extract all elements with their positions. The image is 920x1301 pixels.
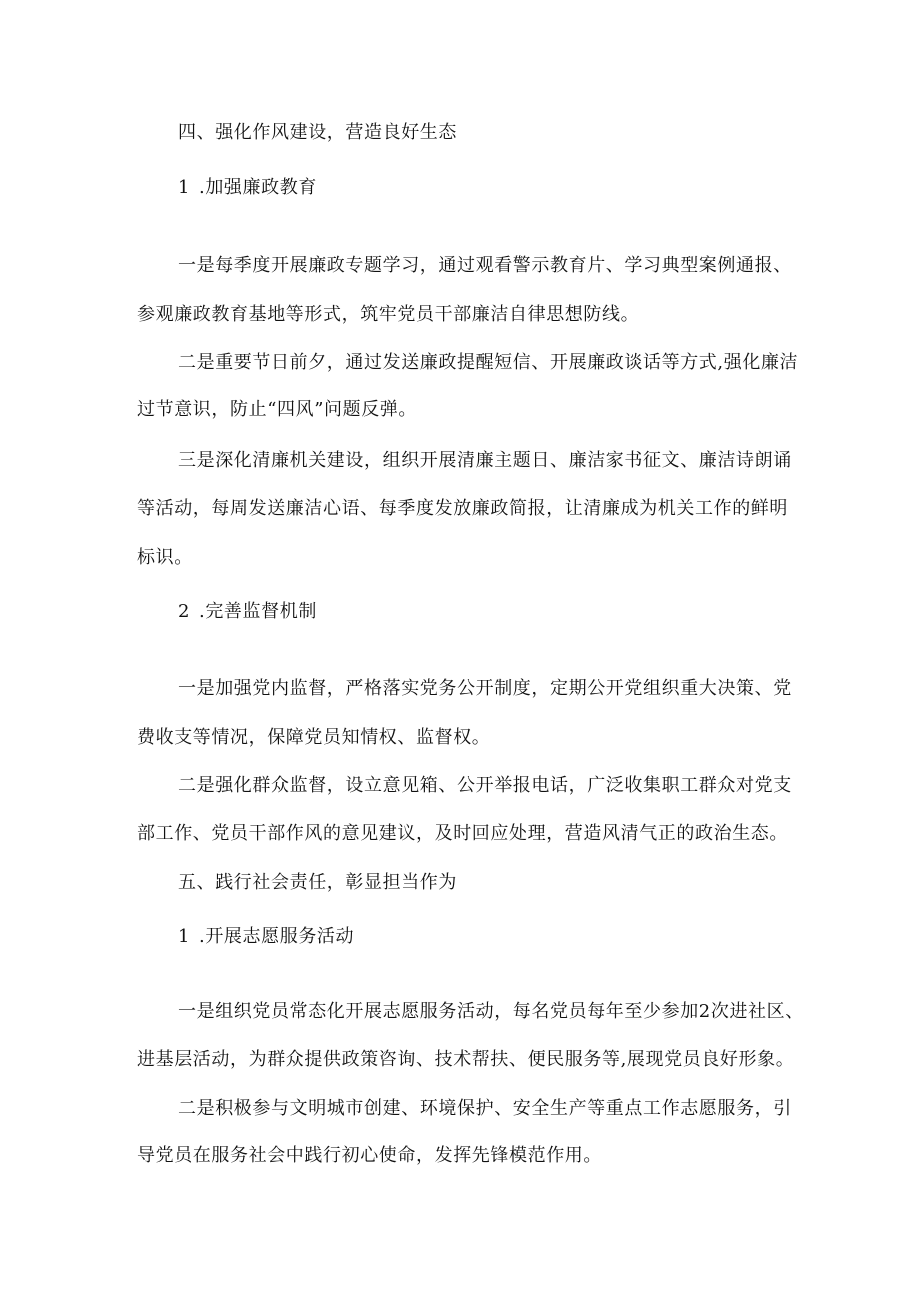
paragraph-line: 二是重要节日前夕，通过发送廉政提醒短信、开展廉政谈话等方式,强化廉洁 xyxy=(178,352,799,373)
paragraph-line: 一是加强党内监督，严格落实党务公开制度，定期公开党组织重大决策、党 xyxy=(178,678,792,699)
paragraph-line: 二是强化群众监督，设立意见箱、公开举报电话，广泛收集职工群众对党支 xyxy=(178,775,792,796)
paragraph-line: 费收支等情况，保障党员知情权、监督权。 xyxy=(137,727,491,748)
paragraph-line: 一是组织党员常态化开展志愿服务活动，每名党员每年至少参加2次进社区、 xyxy=(178,1001,804,1022)
section-4-1-number: 1 xyxy=(178,177,191,198)
paragraph-line: 等活动，每周发送廉洁心语、每季度发放廉政简报，让清廉成为机关工作的鲜明 xyxy=(137,498,788,519)
section-5-1-title: .开展志愿服务活动 xyxy=(199,926,355,947)
section-4-2-number: 2 xyxy=(178,601,191,622)
paragraph-line: 进基层活动，为群众提供政策咨询、技术帮扶、便民服务等,展现党员良好形象。 xyxy=(137,1049,795,1070)
paragraph-line: 部工作、党员干部作风的意见建议，及时回应处理，营造风清气正的政治生态。 xyxy=(137,823,788,844)
section-5-1-number: 1 xyxy=(178,926,191,947)
section-4-heading: 四、强化作风建设，营造良好生态 xyxy=(178,122,457,143)
paragraph-line: 参观廉政教育基地等形式，筑牢党员干部廉洁自律思想防线。 xyxy=(137,304,640,325)
paragraph-line: 过节意识，防止“四风”问题反弹。 xyxy=(137,399,418,420)
section-4-2-heading xyxy=(178,600,317,624)
section-4-1-heading xyxy=(178,176,317,200)
paragraph-line: 三是深化清廉机关建设，组织开展清廉主题日、廉洁家书征文、廉洁诗朗诵 xyxy=(178,450,792,471)
section-4-2-title: .完善监督机制 xyxy=(199,601,317,622)
paragraph-line: 标识。 xyxy=(137,547,193,568)
paragraph-line: 一是每季度开展廉政专题学习，通过观看警示教育片、学习典型案例通报、 xyxy=(178,255,792,276)
section-5-heading: 五、践行社会责任，彰显担当作为 xyxy=(178,872,457,893)
section-5-1-heading xyxy=(178,925,354,949)
paragraph-line: 导党员在服务社会中践行初心使命，发挥先锋模范作用。 xyxy=(137,1145,602,1166)
section-4-1-title: .加强廉政教育 xyxy=(199,177,317,198)
paragraph-line: 二是积极参与文明城市创建、环境保护、安全生产等重点工作志愿服务，引 xyxy=(178,1098,792,1119)
